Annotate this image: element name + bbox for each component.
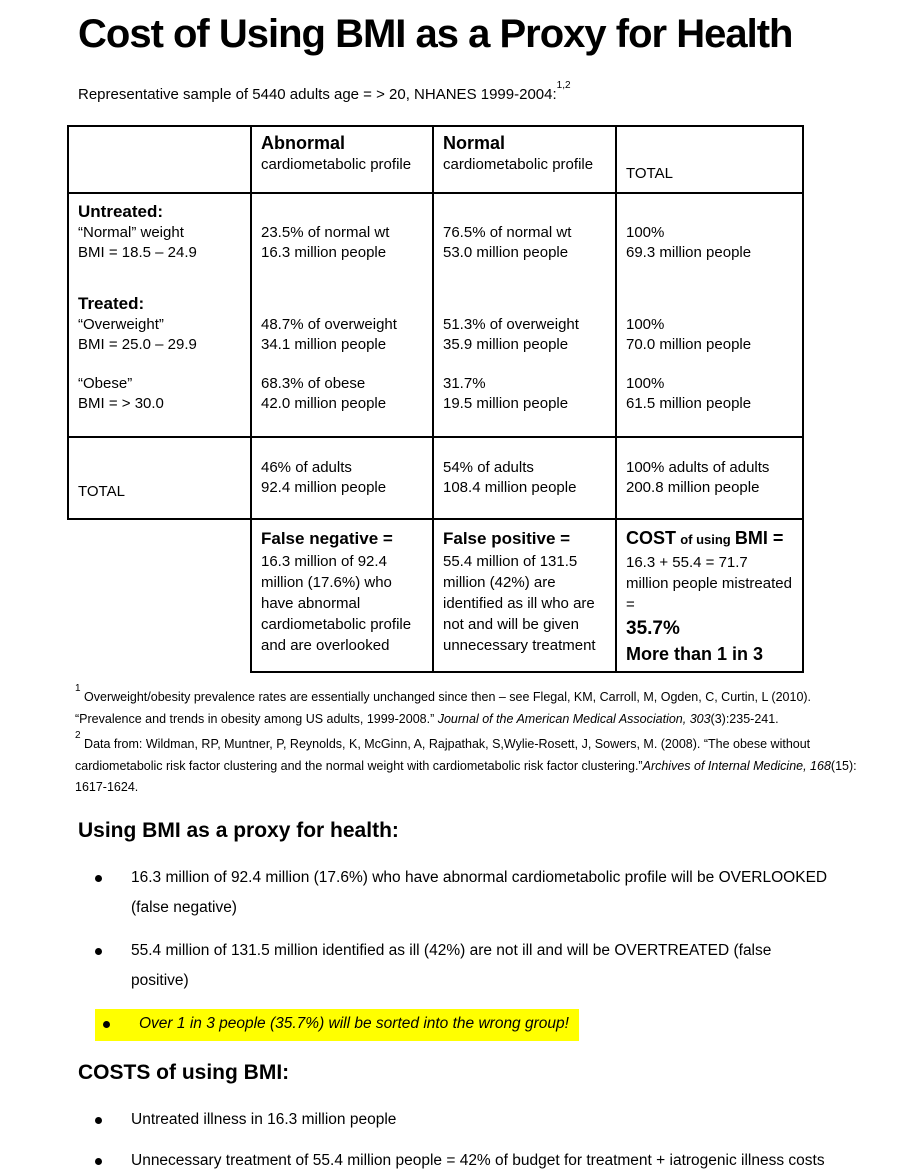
untreated-bmi-range: BMI = 18.5 – 24.9 (78, 244, 197, 261)
subtitle-footnote-ref: 1,2 (556, 80, 571, 91)
bullet-unnecessary-treatment (95, 1146, 897, 1176)
footnote-2-text: Data from: Wildman, RP, Muntner, P, Reynolds, K, McGinn, A, Rajpathak, S,Wylie-Rosett, J, Sowers, M. (2008). “The obese without cardiometabolic risk factor clustering and the normal weight with cardiometabolic risk factor clustering.” (75, 737, 811, 773)
cell-overweight-label (68, 273, 251, 357)
value-line: 31.7% (443, 375, 486, 392)
cell-obese-normal (433, 357, 616, 437)
footnote-1 (75, 683, 881, 730)
value-line: 19.5 million people (443, 395, 569, 412)
false-positive-body: 55.4 million of 131.5 million (42%) are identified as ill who are not and will be given unnecessary treatment (443, 553, 596, 654)
value-line: 92.4 million people (261, 479, 387, 496)
obese-label: “Obese” (78, 375, 133, 392)
value-line: 42.0 million people (261, 395, 387, 412)
value-line: 16.3 million people (261, 244, 387, 261)
costs-bullet-list (67, 1105, 897, 1176)
value-line: 100% (626, 316, 665, 333)
value-line: 61.5 million people (626, 395, 752, 412)
cell-overweight-normal (433, 273, 616, 357)
bullet-overtreated (95, 936, 897, 996)
value-line: 48.7% of overweight (261, 316, 397, 333)
row-summary (68, 519, 803, 672)
bmi-table (67, 125, 804, 673)
document-title: Cost of Using BMI as a Proxy for Health (78, 12, 793, 56)
cell-overweight-abnormal (251, 273, 433, 357)
overweight-label: “Overweight” (78, 316, 164, 333)
cell-untreated-label (68, 193, 251, 273)
false-negative-body: 16.3 million of 92.4 million (17.6%) who have abnormal cardiometabolic profile and are overlooked (261, 553, 412, 654)
bullet-text: Over 1 in 3 people (35.7%) will be sorted into the wrong group! (139, 1014, 569, 1032)
cell-false-positive (433, 519, 616, 672)
header-cell-total (616, 126, 803, 193)
value-line: 69.3 million people (626, 244, 752, 261)
abnormal-header-subtitle: cardiometabolic profile (261, 156, 412, 173)
false-positive-title: False positive = (443, 529, 571, 548)
footnote-2-ref: 2 (75, 730, 81, 742)
cost-word: COST (626, 528, 677, 548)
value-line: 54% of adults (443, 459, 534, 476)
table-header-row (68, 126, 803, 193)
subtitle-text: Representative sample of 5440 adults age = > 20, NHANES 1999-2004: (78, 86, 557, 103)
footnote-2-journal: Archives of Internal Medicine, 168 (642, 758, 831, 773)
value-line: 70.0 million people (626, 336, 752, 353)
normal-header-subtitle: cardiometabolic profile (443, 156, 594, 173)
treated-title: Treated: (78, 294, 145, 313)
header-cell-abnormal (251, 126, 433, 193)
total-row-label: TOTAL (78, 483, 125, 500)
cost-of-using: of using (680, 532, 731, 547)
cell-total-label (68, 437, 251, 519)
value-line: 53.0 million people (443, 244, 569, 261)
cell-overweight-total (616, 273, 803, 357)
bullet-icon (103, 1021, 110, 1028)
row-total (68, 437, 803, 519)
section-heading-costs: COSTS of using BMI: (78, 1060, 290, 1084)
value-line: 100% (626, 375, 665, 392)
footnote-1-journal: Journal of the American Medical Association, 303 (437, 711, 711, 726)
bullet-overlooked (95, 863, 897, 923)
cost-body: 16.3 + 55.4 = 71.7 million people mistreated = (626, 554, 792, 613)
cost-bmi: BMI = (734, 528, 784, 548)
bullet-text: 16.3 million of 92.4 million (17.6%) who have abnormal cardiometabolic profile will be OVERLOOKED (false negative) (131, 868, 828, 916)
cell-obese-label (68, 357, 251, 437)
bullet-icon (95, 1117, 102, 1124)
header-cell-normal (433, 126, 616, 193)
cost-percentage: 35.7% (626, 618, 680, 639)
cell-untreated-normal (433, 193, 616, 273)
untreated-title: Untreated: (78, 202, 164, 221)
obese-bmi-range: BMI = > 30.0 (78, 395, 164, 412)
bullet-text: Untreated illness in 16.3 million people (131, 1110, 397, 1128)
untreated-weight-label: “Normal” weight (78, 224, 184, 241)
row-obese (68, 357, 803, 437)
value-line: 68.3% of obese (261, 375, 366, 392)
footnote-2-pages: (15): 1617-1624. (75, 758, 857, 795)
row-treated-overweight (68, 273, 803, 357)
bullet-text: 55.4 million of 131.5 million identified as ill (42%) are not ill and will be OVERTREATED (false positive) (131, 941, 772, 989)
cell-total-abnormal (251, 437, 433, 519)
section-heading-proxy: Using BMI as a proxy for health: (78, 818, 399, 842)
bullet-text: Unnecessary treatment of 55.4 million people = 42% of budget for treatment + iatrogenic illness costs (131, 1151, 825, 1169)
footnote-1-ref: 1 (75, 683, 81, 694)
cell-cost (616, 519, 803, 672)
bullet-icon (95, 875, 102, 882)
footnotes (75, 683, 881, 799)
proxy-bullet-list (67, 863, 897, 1041)
value-line: 76.5% of normal wt (443, 224, 572, 241)
cell-obese-abnormal (251, 357, 433, 437)
abnormal-header-title: Abnormal (261, 133, 346, 153)
cell-untreated-abnormal (251, 193, 433, 273)
footnote-1-text: Overweight/obesity prevalence rates are essentially unchanged since then – see Flegal, KM, Carroll, M, Ogden, C, Curtin, L (2010). “Prevalence and trends in obesity among US adults, 1999-2008.” (75, 690, 812, 726)
false-negative-title: False negative = (261, 529, 393, 548)
value-line: 23.5% of normal wt (261, 224, 390, 241)
cell-total-total (616, 437, 803, 519)
cell-total-normal (433, 437, 616, 519)
header-cell-empty (68, 126, 251, 193)
cell-untreated-total (616, 193, 803, 273)
document-subtitle (78, 82, 897, 104)
value-line: 100% adults of adults (626, 459, 770, 476)
normal-header-title: Normal (443, 133, 506, 153)
summary-empty-cell (68, 519, 251, 672)
overweight-bmi-range: BMI = 25.0 – 29.9 (78, 336, 197, 353)
total-header-label: TOTAL (626, 165, 673, 182)
cell-false-negative (251, 519, 433, 672)
value-line: 46% of adults (261, 459, 352, 476)
cost-title (626, 526, 794, 552)
value-line: 35.9 million people (443, 336, 569, 353)
row-untreated (68, 193, 803, 273)
value-line: 108.4 million people (443, 479, 577, 496)
value-line: 200.8 million people (626, 479, 760, 496)
footnote-1-pages: (3):235-241. (710, 711, 779, 726)
value-line: 34.1 million people (261, 336, 387, 353)
bullet-wrong-group-highlighted (95, 1009, 579, 1041)
value-line: 51.3% of overweight (443, 316, 579, 333)
footnote-2 (75, 730, 881, 799)
bullet-icon (95, 948, 102, 955)
cost-more-than: More than 1 in 3 (626, 644, 764, 664)
cell-obese-total (616, 357, 803, 437)
bullet-icon (95, 1158, 102, 1165)
bullet-untreated-illness (95, 1105, 897, 1135)
value-line: 100% (626, 224, 665, 241)
